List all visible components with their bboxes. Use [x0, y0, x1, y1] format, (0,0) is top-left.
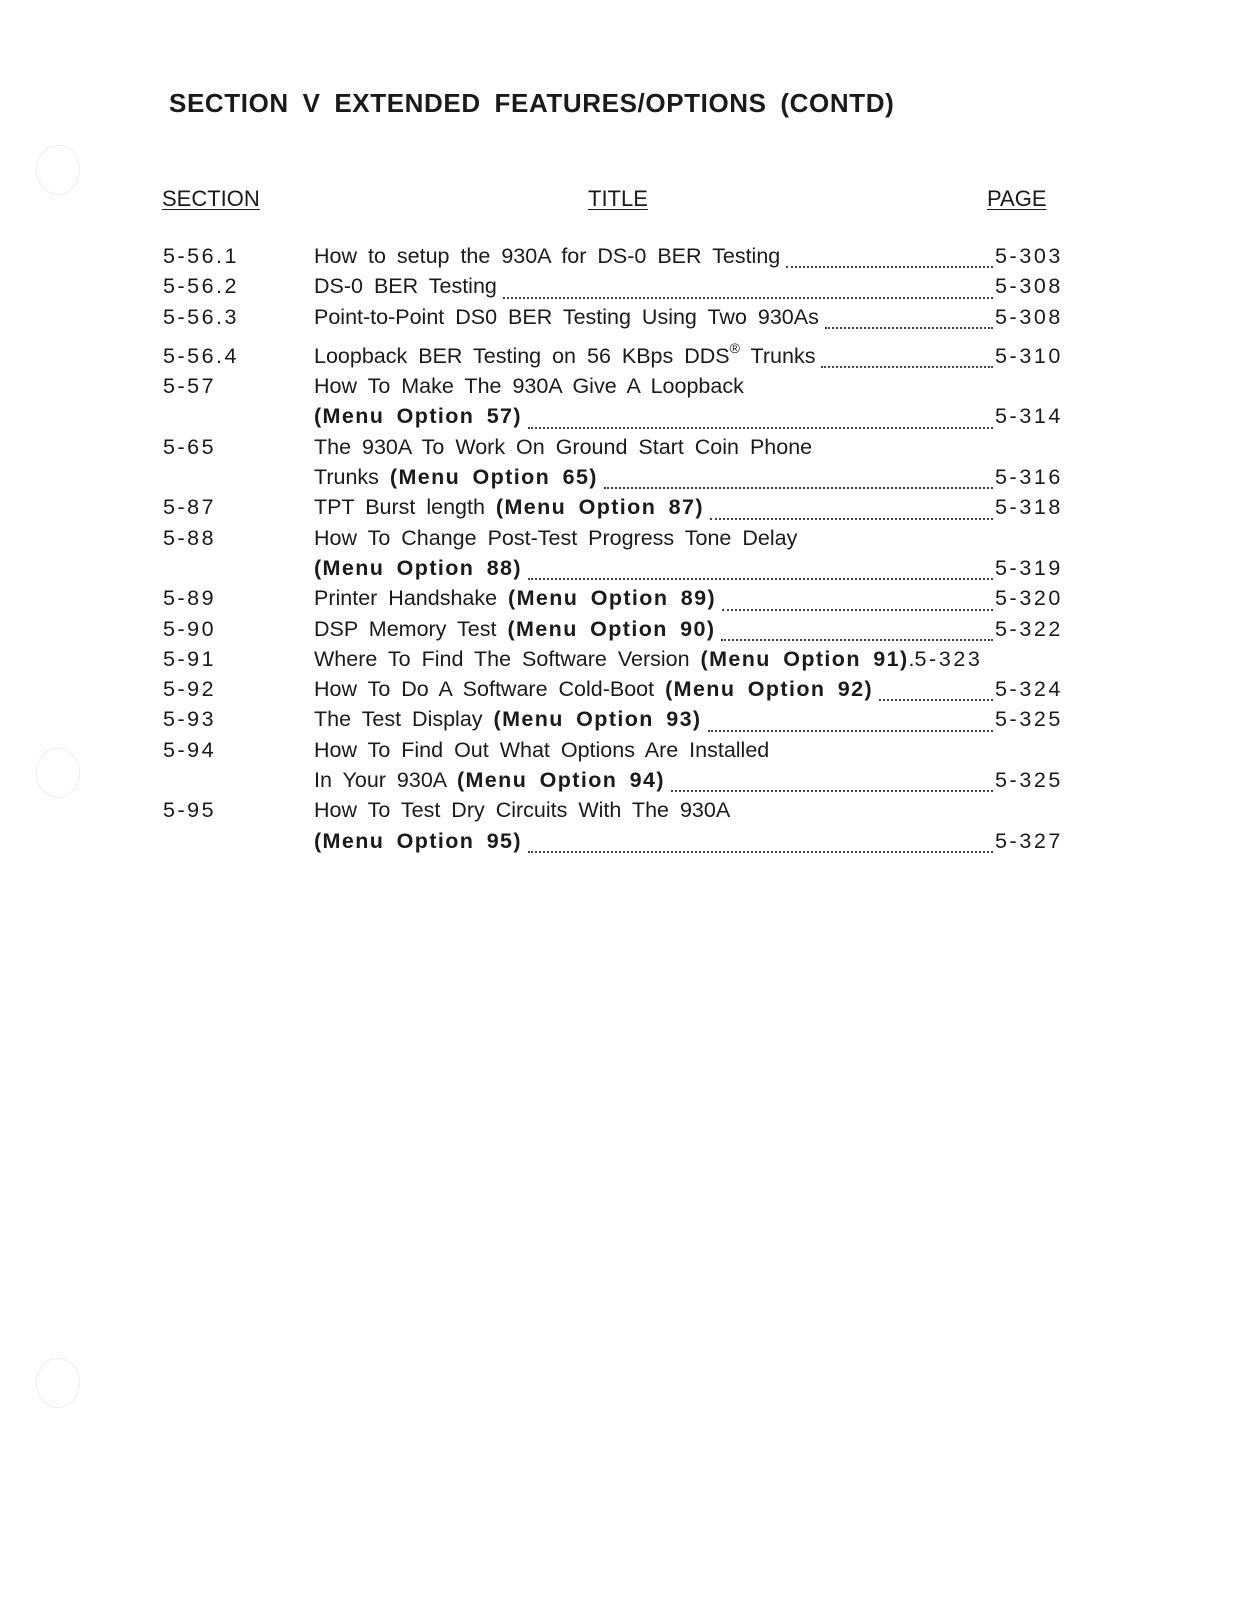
- toc-entry-title: [314, 677, 873, 702]
- toc-entry-title-suffix: Trunks: [739, 343, 816, 368]
- toc-entry: [163, 465, 1063, 495]
- toc-entry-page: 5-320: [995, 586, 1063, 611]
- toc-entry-title-text: Printer Handshake: [314, 586, 509, 611]
- toc-entry-title: [314, 305, 819, 330]
- toc-entry-menu-option: (Menu Option 65): [389, 465, 598, 490]
- toc-entry: [163, 829, 1063, 859]
- dot-leader: [528, 427, 993, 429]
- toc-entry-menu-option: (Menu Option 57): [314, 404, 522, 429]
- toc-entry-section: 5-89: [163, 586, 217, 611]
- column-header-title: TITLE: [588, 186, 648, 211]
- toc-entry-menu-option: (Menu Option 95): [314, 828, 522, 853]
- binder-hole-middle: [36, 748, 80, 798]
- toc-entry-title-text: How to setup the 930A for DS-0 BER Testing: [314, 244, 781, 268]
- toc-entry-title: [314, 707, 702, 732]
- toc-entry-page: 5-308: [995, 304, 1063, 329]
- toc-entry-title-text: Trunks: [314, 465, 390, 490]
- toc-entry: [163, 677, 1063, 707]
- toc-entry-page: 5-318: [995, 495, 1063, 520]
- toc-entry-title: [314, 374, 744, 399]
- toc-entry: [163, 339, 1063, 374]
- toc-entry-page: 5-324: [995, 677, 1063, 702]
- toc-entry-title-text: How To Change Post-Test Progress Tone Delay: [314, 525, 798, 550]
- toc-entry-page: 5-314: [995, 404, 1063, 429]
- column-header-section: SECTION: [162, 186, 260, 211]
- toc-entry-section: 5-56.4: [163, 343, 239, 368]
- toc-entry-title: [314, 404, 522, 429]
- toc-entry-title-text: Loopback BER Testing on 56 KBps DDS: [314, 343, 730, 368]
- toc-entry-title: [314, 435, 812, 460]
- toc-entry: [163, 798, 1063, 828]
- table-of-contents: [163, 244, 1063, 859]
- toc-entry: [163, 435, 1063, 465]
- dot-leader: [503, 297, 993, 299]
- column-header-page: PAGE: [987, 186, 1047, 211]
- toc-entry-menu-option: (Menu Option 94): [456, 768, 665, 793]
- toc-entry: [163, 617, 1063, 647]
- toc-entry: [163, 244, 1063, 274]
- toc-entry-page: 5-319: [995, 555, 1063, 580]
- toc-entry: [163, 647, 1063, 677]
- dot-leader: [821, 366, 993, 368]
- toc-entry-page: 5-325: [995, 707, 1063, 732]
- toc-entry: [163, 526, 1063, 556]
- toc-entry-section: 5-56.2: [163, 274, 239, 299]
- toc-entry: [163, 274, 1063, 304]
- toc-entry-section: 5-56.1: [163, 244, 239, 268]
- toc-entry-title: [314, 738, 769, 763]
- toc-entry-section: 5-90: [163, 616, 217, 641]
- toc-entry-title: [314, 586, 716, 611]
- toc-entry-title: [314, 526, 797, 551]
- dot-leader: [708, 730, 994, 732]
- toc-entry-page: 5-308: [995, 274, 1063, 299]
- toc-entry: [163, 586, 1063, 616]
- toc-entry-title-text: How To Test Dry Circuits With The 930A: [314, 798, 731, 823]
- toc-entry-title-text: How To Find Out What Options Are Installed: [314, 737, 770, 762]
- toc-entry-title-text: The Test Display: [314, 707, 494, 732]
- toc-entry-menu-option: (Menu Option 90): [507, 616, 716, 641]
- toc-entry-section: 5-57: [163, 374, 217, 399]
- dot-leader: [721, 639, 993, 641]
- toc-entry-section: 5-93: [163, 707, 217, 732]
- toc-entry-title: [314, 829, 522, 854]
- binder-hole-top: [36, 145, 80, 195]
- dot-leader: [528, 578, 993, 580]
- toc-entry-section: 5-65: [163, 434, 217, 459]
- toc-entry-title: [314, 244, 780, 269]
- toc-entry-title-text: DS-0 BER Testing: [314, 274, 497, 299]
- dot-leader: [879, 699, 993, 701]
- toc-entry-section: 5-94: [163, 737, 217, 762]
- toc-entry-section: 5-92: [163, 677, 217, 702]
- toc-entry-title-text: DSP Memory Test: [314, 616, 508, 641]
- dot-leader: [671, 790, 993, 792]
- toc-entry: [163, 305, 1063, 335]
- dot-leader: [825, 327, 993, 329]
- toc-entry-page: 5-325: [995, 768, 1063, 793]
- toc-entry-page: 5-303: [995, 244, 1063, 268]
- toc-entry-title-text: The 930A To Work On Ground Start Coin Phone: [314, 434, 813, 459]
- toc-entry-menu-option: (Menu Option 88): [314, 555, 522, 580]
- toc-entry-title-suffix: .: [908, 646, 915, 671]
- toc-entry-title-text: Point-to-Point DS0 BER Testing Using Two 930As: [314, 304, 819, 329]
- dot-leader: [528, 851, 993, 853]
- toc-entry-menu-option: (Menu Option 92): [665, 677, 874, 702]
- dot-leader: [722, 609, 993, 611]
- toc-entry-page: 5-316: [995, 465, 1063, 490]
- toc-entry-section: 5-91: [163, 646, 217, 671]
- toc-entry-title: [314, 339, 816, 369]
- toc-entry-section: 5-87: [163, 495, 217, 520]
- toc-entry-menu-option: (Menu Option 91): [700, 646, 909, 671]
- toc-entry-section: 5-88: [163, 525, 217, 550]
- dot-leader: [710, 518, 993, 520]
- toc-entry-page: 5-327: [995, 828, 1063, 853]
- toc-entry-page: 5-322: [995, 616, 1063, 641]
- toc-entry-menu-option: (Menu Option 87): [495, 495, 704, 520]
- toc-entry: [163, 374, 1063, 404]
- toc-entry: [163, 556, 1063, 586]
- toc-entry-page: 5-310: [995, 343, 1063, 368]
- toc-entry-title: [314, 647, 915, 672]
- toc-entry-section: 5-56.3: [163, 304, 239, 329]
- toc-entry-title: [314, 495, 704, 520]
- toc-entry-title: [314, 798, 730, 823]
- dot-leader: [604, 487, 993, 489]
- toc-entry: [163, 738, 1063, 768]
- toc-entry-title-text: TPT Burst length: [314, 495, 496, 520]
- toc-entry-title-text: How To Make The 930A Give A Loopback: [314, 374, 744, 399]
- toc-entry-section: 5-95: [163, 798, 217, 823]
- toc-entry-title: [314, 768, 665, 793]
- toc-entry: [163, 768, 1063, 798]
- toc-entry: [163, 404, 1063, 434]
- toc-entry-title-text: Where To Find The Software Version: [314, 646, 701, 671]
- toc-entry-page: 5-323: [914, 646, 983, 671]
- toc-entry-title: [314, 617, 715, 642]
- toc-entry-title-text: How To Do A Software Cold-Boot: [314, 677, 666, 702]
- registered-mark: ®: [729, 339, 740, 356]
- toc-entry: [163, 495, 1063, 525]
- toc-entry: [163, 707, 1063, 737]
- binder-hole-bottom: [36, 1358, 80, 1408]
- toc-entry-title: [314, 274, 497, 299]
- toc-entry-title: [314, 465, 598, 490]
- toc-entry-title: [314, 556, 522, 581]
- toc-entry-menu-option: (Menu Option 89): [508, 586, 717, 611]
- dot-leader: [786, 266, 993, 268]
- page-title: SECTION V EXTENDED FEATURES/OPTIONS (CONTD): [169, 88, 895, 118]
- toc-entry-menu-option: (Menu Option 93): [493, 707, 702, 732]
- toc-entry-title-text: In Your 930A: [314, 768, 457, 793]
